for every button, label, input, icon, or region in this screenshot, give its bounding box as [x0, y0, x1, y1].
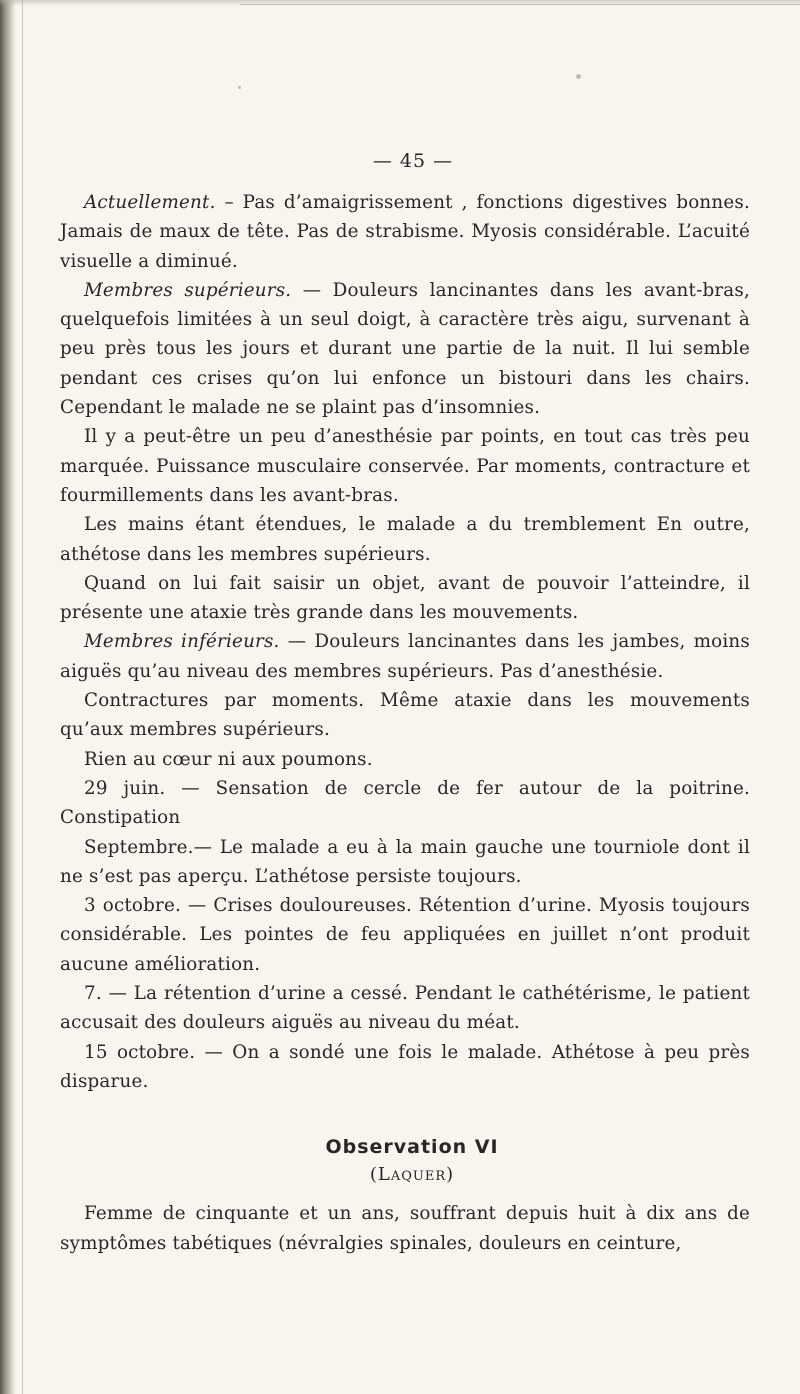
- paragraph: [60, 627, 750, 686]
- paragraph-text: – Pas d’amaigrissement , fonctions digestives bonnes. Jamais de maux de tête. Pas de strabisme. Myosis considérable. L’acuité visuelle a diminué.: [60, 192, 750, 272]
- paragraph-text: Contractures par moments. Même ataxie dans les mouvements qu’aux membres supérieurs.: [60, 690, 750, 741]
- paragraph-text: Il y a peut-être un peu d’anesthésie par points, en tout cas très peu marquée. Puissance musculaire conservée. Par moments, contracture et fourmillements dans les avant-bras.: [60, 426, 750, 506]
- paragraph: [60, 510, 750, 569]
- paragraph-text: 7. — La rétention d’urine a cessé. Pendant le cathétérisme, le patient accusait des douleurs aiguës au niveau du méat.: [60, 983, 750, 1034]
- page-top-edge-line: [240, 4, 800, 5]
- paragraph-text: Rien au cœur ni aux poumons.: [84, 748, 373, 770]
- paragraph: [60, 276, 750, 422]
- paragraph: [60, 745, 750, 774]
- paragraph-text: — Douleurs lancinantes dans les jambes, moins aiguës qu’au niveau des membres supérieurs. Pas d’anesthésie.: [60, 631, 750, 682]
- paragraph-text: 15 octobre. — On a sondé une fois le malade. Athétose à peu près disparue.: [60, 1041, 750, 1092]
- paragraph: [60, 569, 750, 628]
- observation-title: Observation VI: [325, 1136, 499, 1159]
- paragraph-text: 3 octobre. — Crises douloureuses. Rétention d’urine. Myosis toujours considérable. Les pointes de feu appliquées en juillet n’ont produit aucune amélioration.: [60, 895, 750, 975]
- page-binding-line: [22, 0, 23, 1394]
- page-binding-shadow: [0, 0, 16, 1394]
- page-top-edge: [0, 0, 800, 6]
- body-text: [60, 188, 750, 1096]
- paragraph: [60, 422, 750, 510]
- page-number: — 45 —: [372, 150, 454, 172]
- paragraph: [60, 891, 750, 979]
- paragraph: [60, 833, 750, 892]
- final-paragraph: Femme de cinquante et un ans, souffrant depuis huit à dix ans de symptômes tabétiques (névralgies spinales, douleurs en ceinture,: [60, 1203, 750, 1254]
- paper-speck: [238, 86, 241, 89]
- paragraph: [60, 979, 750, 1038]
- paragraph: [60, 774, 750, 833]
- paragraph-lead: Membres supérieurs.: [84, 279, 292, 301]
- paper-speck: [576, 74, 581, 79]
- paragraph-text: Septembre.— Le malade a eu à la main gauche une tourniole dont il ne s’est pas aperçu. L’athétose persiste toujours.: [60, 836, 750, 887]
- paragraph-text: Les mains étant étendues, le malade a du tremblement En outre, athétose dans les membres supérieurs.: [60, 514, 750, 565]
- paragraph-text: 29 juin. — Sensation de cercle de fer autour de la poitrine. Constipation: [60, 777, 750, 829]
- observation-author: (Laquer): [369, 1164, 455, 1186]
- paragraph: [60, 686, 750, 745]
- document-page: [60, 150, 750, 1258]
- paragraph-text: — Douleurs lancinantes dans les avant-bras, quelquefois limitées à un seul doigt, à caractère très aigu, survenant à peu près tous les jours et durant une partie de la nuit. Il lui semble pendant ces crises qu’on lui enfonce un bistouri dans les chairs. Cependant le malade ne se plaint pas d’insomnies.: [60, 279, 750, 419]
- paragraph-text: Quand on lui fait saisir un objet, avant de pouvoir l’atteindre, il présente une ataxie très grande dans les mouvements.: [60, 572, 750, 624]
- paragraph-lead: Actuellement.: [84, 192, 216, 213]
- paragraph: [60, 188, 750, 276]
- paragraph-lead: Membres inférieurs.: [84, 631, 280, 653]
- paragraph: [60, 1038, 750, 1097]
